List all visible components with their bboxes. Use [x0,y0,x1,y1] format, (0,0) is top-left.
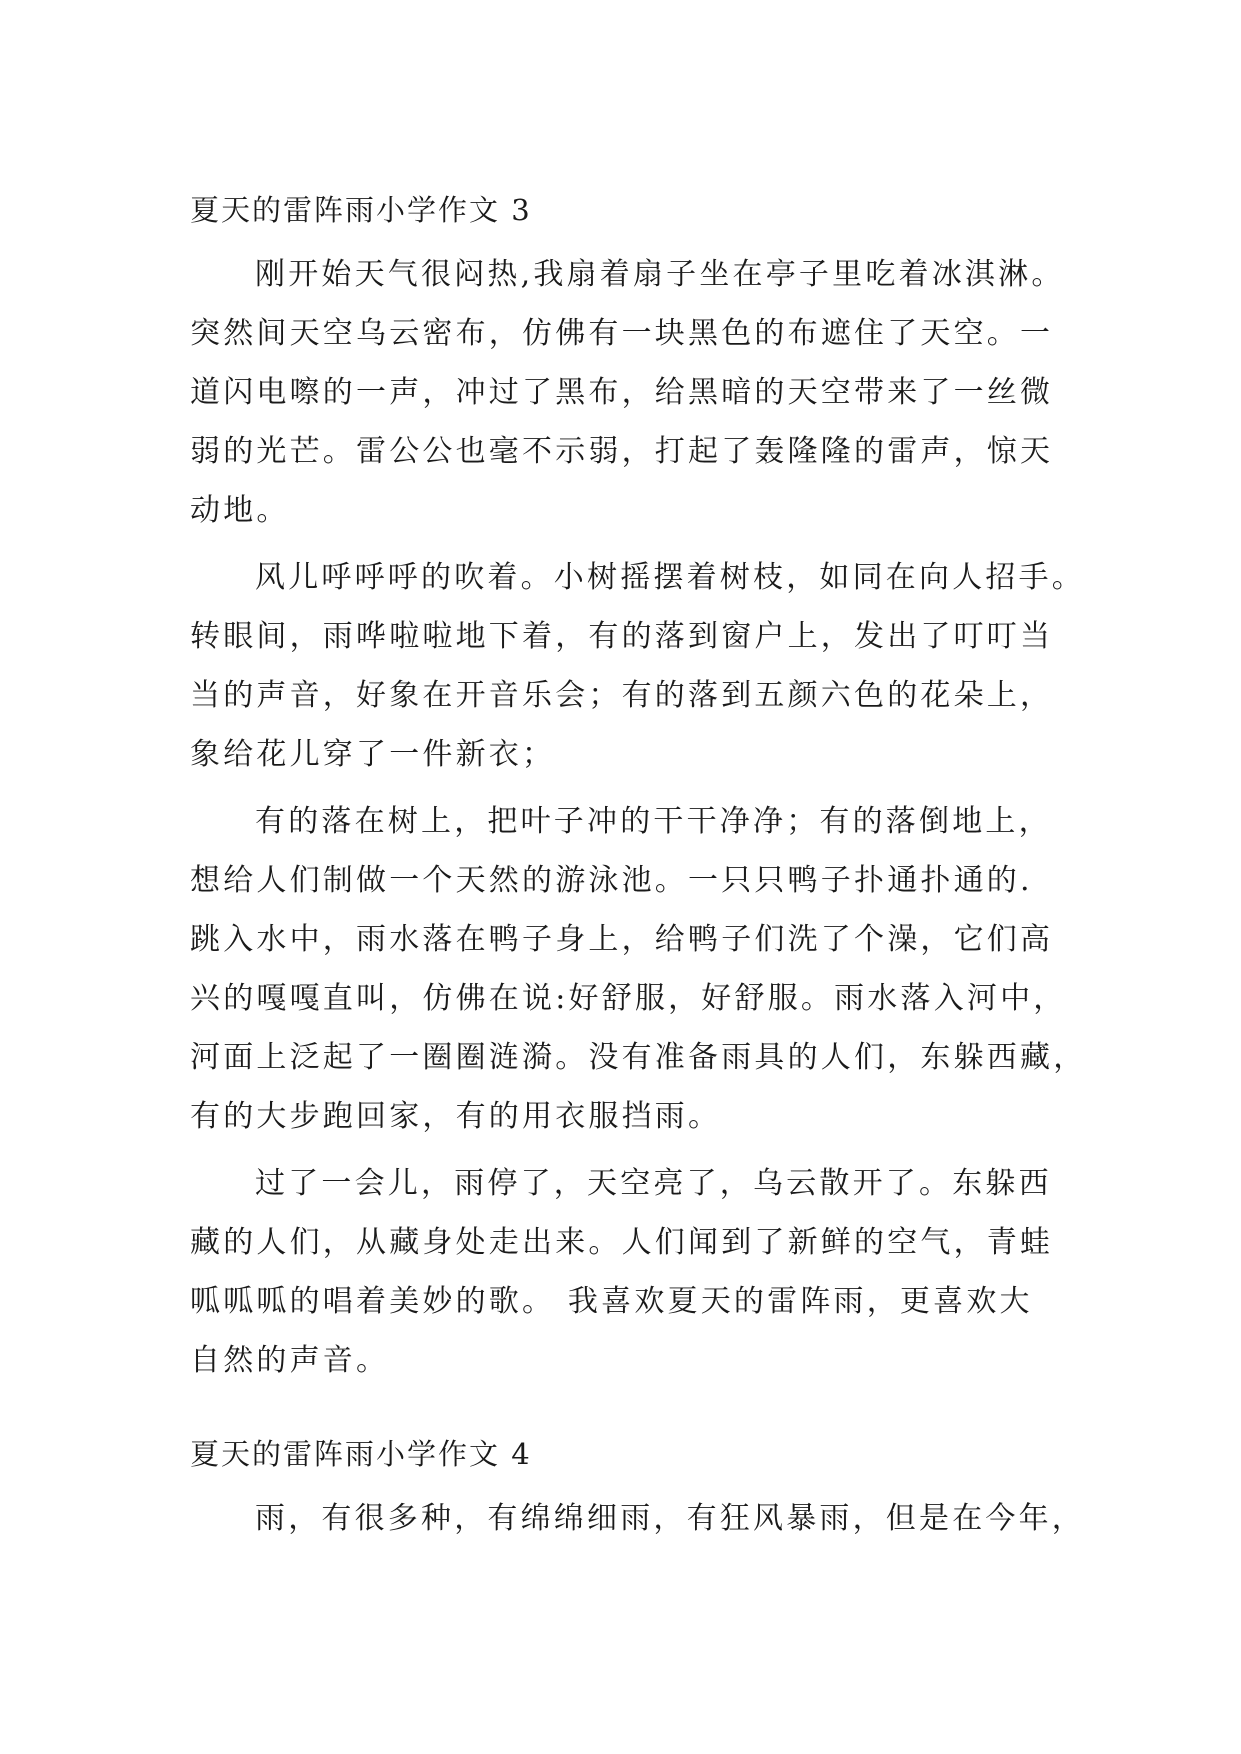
paragraph [190,792,1087,1146]
paragraph-line: 雨，有很多种，有绵绵细雨，有狂风暴雨，但是在今年， [255,1501,1085,1536]
paragraph-line: 想给人们制做一个天然的游泳池。一只只鸭子扑通扑通的. [190,863,1033,898]
paragraph-line: 动地。 [190,493,290,528]
paragraph-line: 呱呱呱的唱着美妙的歌。 我喜欢夏天的雷阵雨，更喜欢大 [190,1284,1033,1319]
paragraph-line: 过了一会儿，雨停了，天空亮了，乌云散开了。东躲西 [255,1166,1052,1201]
paragraph-line: 藏的人们，从藏身处走出来。人们闻到了新鲜的空气，青蛙 [190,1225,1054,1260]
paragraph [190,1489,1085,1548]
paragraph-line: 河面上泛起了一圈圈涟漪。没有准备雨具的人们，东躲西藏， [190,1040,1087,1075]
paragraph-line: 风儿呼呼呼的吹着。小树摇摆着树枝，如同在向人招手。 [255,560,1085,595]
essay-section-3 [190,190,1087,1390]
paragraph-line: 当的声音，好象在开音乐会；有的落到五颜六色的花朵上， [190,678,1054,713]
section-heading: 夏天的雷阵雨小学作文 3 [190,193,532,227]
paragraph-line: 道闪电嚓的一声，冲过了黑布，给黑暗的天空带来了一丝微 [190,375,1054,410]
paragraph-line: 转眼间，雨哗啦啦地下着，有的落到窗户上，发出了叮叮当 [190,619,1054,654]
essay-section-4 [190,1434,1085,1548]
paragraph-line: 有的大步跑回家，有的用衣服挡雨。 [190,1099,722,1134]
paragraph-line: 象给花儿穿了一件新衣； [190,737,556,772]
paragraph-line: 自然的声音。 [190,1343,390,1378]
paragraph-line: 弱的光芒。雷公公也毫不示弱，打起了轰隆隆的雷声，惊天 [190,434,1054,469]
paragraph-line: 突然间天空乌云密布，仿佛有一块黑色的布遮住了天空。一 [190,316,1054,351]
document-page [190,190,1087,1556]
paragraph-line: 跳入水中，雨水落在鸭子身上，给鸭子们洗了个澡，它们高 [190,922,1054,957]
paragraph [190,548,1085,784]
paragraph [190,245,1065,540]
paragraph-line: 兴的嘎嘎直叫，仿佛在说:好舒服，好舒服。雨水落入河中， [190,981,1067,1016]
paragraph [190,1154,1054,1390]
section-heading: 夏天的雷阵雨小学作文 4 [190,1437,532,1471]
paragraph-line: 刚开始天气很闷热,我扇着扇子坐在亭子里吃着冰淇淋。 [255,257,1065,292]
paragraph-line: 有的落在树上，把叶子冲的干干净净；有的落倒地上， [255,804,1052,839]
